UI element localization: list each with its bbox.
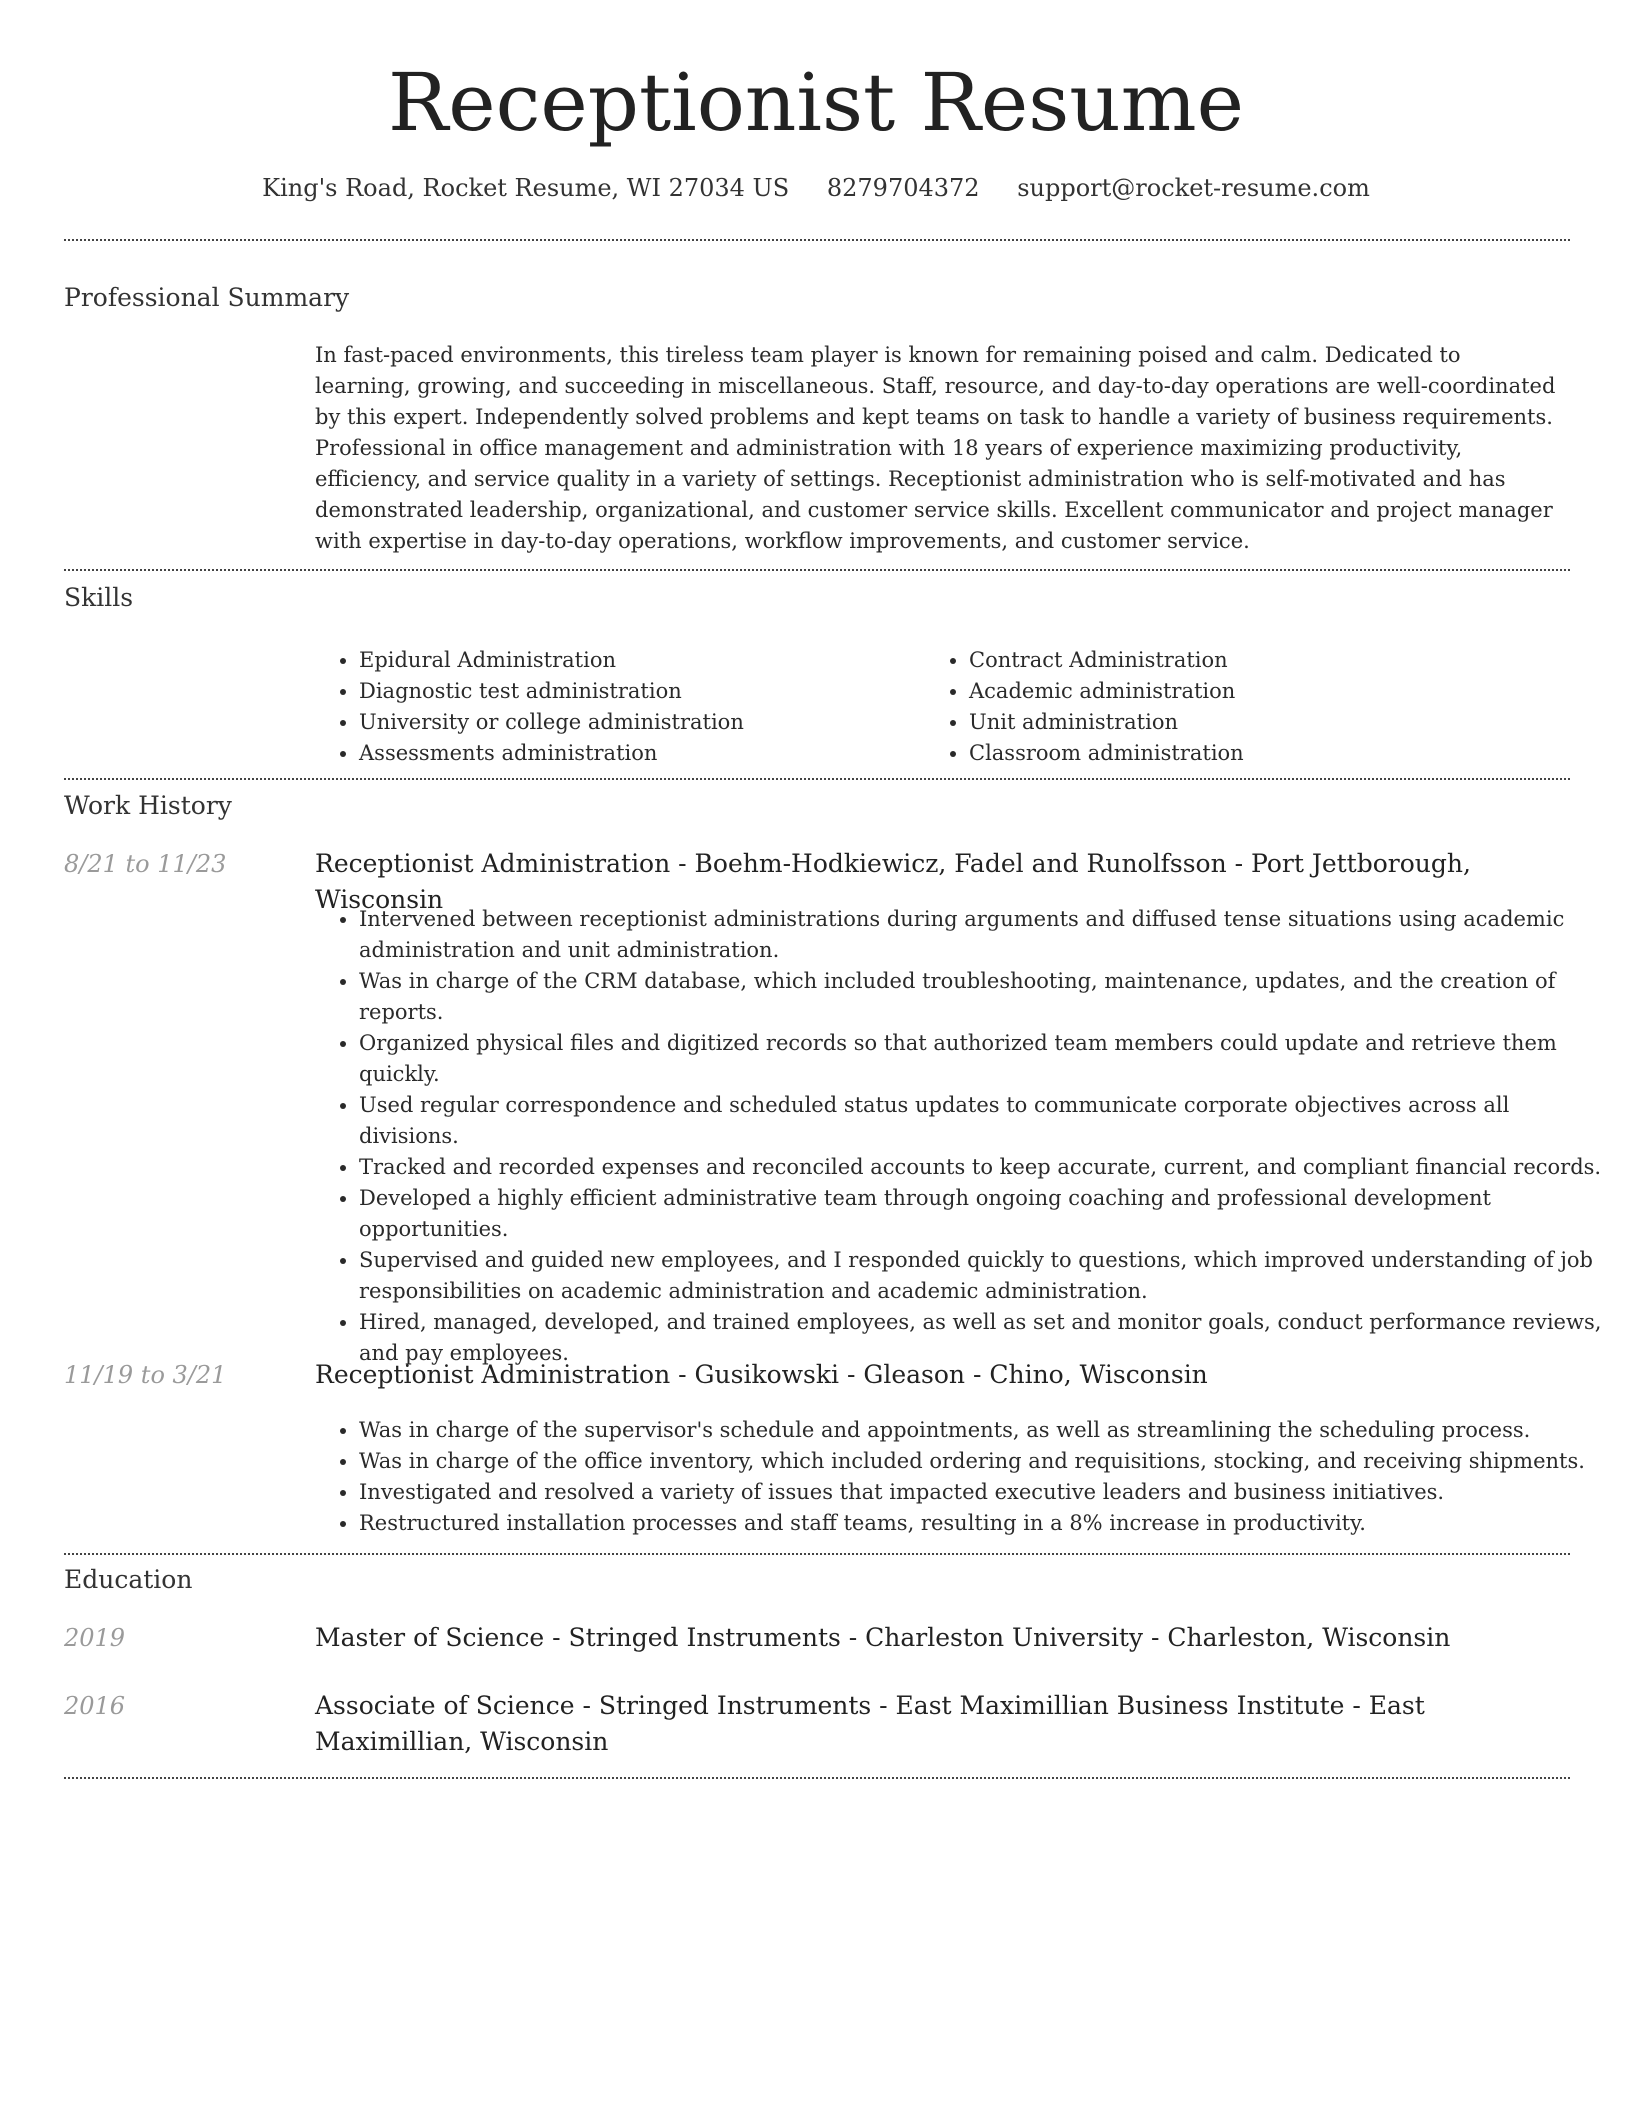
section-title-education: Education [64,1565,193,1594]
skills-list-left [315,645,744,769]
section-title-summary: Professional Summary [64,283,350,312]
skill-item: • Assessments administration [359,738,744,769]
contact-phone: 8279704372 [826,174,980,202]
job-bullet: • Investigated and resolved a variety of issues that impacted executive leaders and business initiatives. [359,1477,1609,1508]
job-bullets [315,904,1609,1369]
job-bullet: • Intervened between receptionist administrations during arguments and diffused tense situations using academic administration and unit administration. [359,904,1609,966]
job-bullet: • Was in charge of the CRM database, which included troubleshooting, maintenance, updates, and the creation of reports. [359,966,1609,1028]
section-title-skills: Skills [64,583,134,612]
section-title-work: Work History [64,791,232,820]
job-bullet: • Was in charge of the supervisor's schedule and appointments, as well as streamlining the scheduling process. [359,1415,1609,1446]
contact-email: support@rocket-resume.com [1017,174,1370,202]
job-bullets [315,1415,1609,1539]
skills-list-right [925,645,1244,769]
job-bullet: • Was in charge of the office inventory, which included ordering and requisitions, stocking, and receiving shipments. [359,1446,1609,1477]
skill-item: • University or college administration [359,707,744,738]
divider [64,1553,1570,1555]
job-date: 8/21 to 11/23 [64,850,227,878]
job-bullet: • Restructured installation processes and staff teams, resulting in a 8% increase in productivity. [359,1508,1609,1539]
divider [64,239,1570,241]
job-bullet: • Supervised and guided new employees, and I responded quickly to questions, which improved understanding of job responsibilities on academic administration and academic administration. [359,1245,1609,1307]
job-bullet: • Tracked and recorded expenses and reconciled accounts to keep accurate, current, and compliant financial records. [359,1152,1609,1183]
job-title: Receptionist Administration - Boehm-Hodkiewicz, Fadel and Runolfsson - Port Jettborough, Wisconsin [315,849,1471,914]
summary-text: In fast-paced environments, this tireless team player is known for remaining poised and calm. Dedicated to learning, growing, and succeeding in miscellaneous. Staff, resource, and day-to-day operations are well-coordinated by this expert. Independently solved problems and kept teams on task to handle a variety of business requirements. Professional in office management and administration with 18 years of experience maximizing productivity, efficiency, and service quality in a variety of settings. Receptionist administration who is self-motivated and has demonstrated leadership, organizational, and customer service skills. Excellent communicator and project manager with expertise in day-to-day operations, workflow improvements, and customer service. [315,343,1556,553]
skill-item: • Epidural Administration [359,645,744,676]
skill-item: • Diagnostic test administration [359,676,744,707]
education-title: Master of Science - Stringed Instruments - Charleston University - Charleston, Wisconsin [315,1623,1451,1652]
skill-item: • Academic administration [969,676,1244,707]
skill-item: • Classroom administration [969,738,1244,769]
divider [64,778,1570,780]
contact-address: King's Road, Rocket Resume, WI 27034 US [262,174,790,202]
contact-line [0,170,1632,206]
job-bullet: • Hired, managed, developed, and trained employees, as well as set and monitor goals, conduct performance reviews, and pay employees. [359,1307,1609,1369]
job-title: Receptionist Administration - Gusikowski - Gleason - Chino, Wisconsin [315,1360,1208,1389]
education-date: 2016 [64,1692,126,1720]
education-date: 2019 [64,1624,126,1652]
job-bullet: • Organized physical files and digitized records so that authorized team members could update and retrieve them quickly. [359,1028,1609,1090]
divider [64,1777,1570,1779]
skill-item: • Unit administration [969,707,1244,738]
divider [64,569,1570,571]
job-bullet: • Developed a highly efficient administrative team through ongoing coaching and professional development opportunities. [359,1183,1609,1245]
skill-item: • Contract Administration [969,645,1244,676]
education-title: Associate of Science - Stringed Instruments - East Maximillian Business Institute - East Maximillian, Wisconsin [315,1691,1425,1756]
page-title: Receptionist Resume [388,56,1244,149]
job-date: 11/19 to 3/21 [64,1361,227,1389]
job-bullet: • Used regular correspondence and scheduled status updates to communicate corporate objectives across all divisions. [359,1090,1609,1152]
